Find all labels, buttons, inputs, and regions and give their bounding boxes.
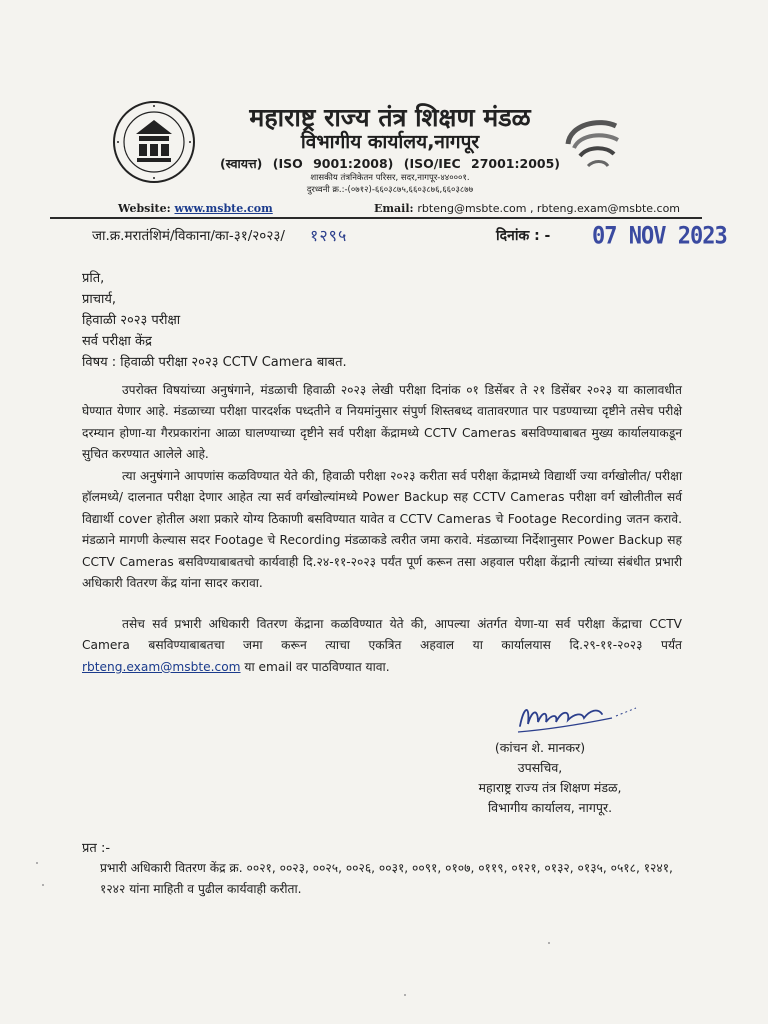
autonomous-status: (स्वायत्त): [220, 156, 263, 171]
scan-speck: [548, 942, 550, 944]
date-label: दिनांक : -: [496, 228, 551, 244]
signatory-office: विभागीय कार्यालय, नागपूर.: [487, 800, 613, 815]
body-paragraph-3-end: या email वर पाठविण्यात यावा.: [240, 659, 390, 674]
body-paragraph-3-text: तसेच सर्व प्रभारी अधिकारी वितरण केंद्राना कळविण्यात येते की, आपल्या अंतर्गत येणा-या सर्व परीक्षा केंद्राचा CCTV Camera बसविण्याबाबतचा जमा करून त्याचा एकत्रित अहवाल या कार्यालयास दि.२९-११-२०२३ पर्यंत: [82, 617, 682, 653]
recipient-line-1: प्रति,: [82, 271, 105, 286]
website-label: Website:: [118, 202, 175, 215]
handwritten-signature: [512, 696, 642, 738]
signatory-name: (कांचन शे. मानकर): [494, 740, 586, 755]
msbte-seal-logo: [112, 100, 196, 184]
handwritten-outward-number: १२९५: [310, 226, 348, 245]
scan-speck: [404, 994, 406, 996]
org-name: महाराष्ट्र राज्य तंत्र शिक्षण मंडळ: [249, 103, 531, 132]
scan-speck: [36, 862, 38, 864]
email-addresses: rbteng@msbte.com , rbteng.exam@msbte.com: [417, 202, 681, 215]
reference-number: जा.क्र.मरातंशिमं/विकाना/का-३१/२०२३/: [92, 228, 285, 244]
recipient-line-3: हिवाळी २०२३ परीक्षा: [82, 313, 181, 328]
email-row: [374, 202, 680, 215]
iso-9001: (ISO 9001:2008): [272, 156, 394, 171]
website-link[interactable]: www.msbte.com: [174, 202, 273, 215]
body-paragraph-1-text: उपरोक्त विषयांच्या अनुषंगाने, मंडळाची हिवाळी २०२३ लेखी परीक्षा दिनांक ०१ डिसेंबर ते २१ डिसेंबर २०२३ या कालावधीत घेण्यात येणार आहे. मंडळाच्या परीक्षा पारदर्शक पध्दतीने व नियमांनुसार संपुर्ण शिस्तबध्द वातावरणात पार पडण्याच्या दृष्टीने तसेच परीक्षे दरम्यान होणा-या गैरप्रकारांना आळा घालण्याच्या दृष्टीने सर्व परीक्षा केंद्रामध्ये CCTV Cameras बसविण्याबाबत मुख्य कार्यालयाकडून सुचित करण्यात आलेले आहे.: [82, 383, 682, 462]
signatory-designation: उपसचिव,: [517, 760, 563, 775]
date-stamp: 07 NOV 2023: [592, 222, 727, 251]
report-email-link[interactable]: rbteng.exam@msbte.com: [82, 659, 241, 674]
website-row: [118, 202, 273, 215]
signatory-organization: महाराष्ट्र राज्य तंत्र शिक्षण मंडळ,: [478, 780, 622, 795]
email-label: Email:: [374, 202, 418, 215]
iso-line: [220, 155, 560, 172]
office-phone: दुरध्वनी क्र.:-(०७१२)-६६०३८७५,६६०३८७६,६६०३८७७: [306, 185, 474, 195]
copy-to-text: प्रभारी अधिकारी वितरण केंद्र क्र. ००२१, ००२३, ००२५, ००२६, ००३१, ००९१, ०१०७, ०११९, ०१२१, ०१३२, ०१३५, ०५१८, १२४१, १२४२ यांना माहिती व पुढील कार्यवाही करीता.: [100, 861, 673, 897]
office-name: विभागीय कार्यालय,नागपूर: [300, 131, 480, 153]
header-divider: [50, 217, 702, 219]
body-paragraph-3: [82, 614, 682, 678]
body-paragraph-2: [82, 466, 682, 594]
recipient-line-2: प्राचार्य,: [82, 292, 117, 307]
recipient-line-4: सर्व परीक्षा केंद्र: [82, 334, 152, 349]
office-address: शासकीय तंत्रनिकेतन परिसर, सदर,नागपूर-४४०००१.: [310, 173, 470, 183]
body-paragraph-1: [82, 380, 682, 466]
copy-to-label: प्रत :-: [82, 841, 111, 856]
subject-line: विषय : हिवाळी परीक्षा २०२३ CCTV Camera बाबत.: [82, 355, 347, 370]
body-paragraph-2-text: त्या अनुषंगाने आपणांस कळविण्यात येते की, हिवाळी परीक्षा २०२३ करीता सर्व परीक्षा केंद्रामध्ये विद्यार्थी ज्या वर्गखोलीत/ परीक्षा हॉलमध्ये/ दालनात परीक्षा देणार आहेत त्या सर्व वर्गखोल्यांमध्ये Power Backup सह CCTV Cameras परीक्षा वर्ग खोलीतील सर्व विद्यार्थी cover होतील अशा प्रकारे योग्य ठिकाणी बसविण्यात यावेत व CCTV Cameras चे Footage Recording जतन करावे. मंडळाने मागणी केल्यास सदर Footage चे Recording मंडळाकडे त्वरीत जमा करावे. मंडळाच्या निर्देशानुसार Power Backup सह CCTV Cameras बसविण्याबाबतचो कार्यवाही दि.२४-११-२०२३ पर्यंत पूर्ण करून तसा अहवाल परीक्षा केंद्रानी त्यांच्या संबंधीत प्रभारी अधिकारी वितरण केंद्र यांना सादर करावा.: [82, 469, 682, 591]
scan-speck: [42, 884, 44, 886]
iso-27001: (ISO/IEC 27001:2005): [403, 156, 560, 171]
